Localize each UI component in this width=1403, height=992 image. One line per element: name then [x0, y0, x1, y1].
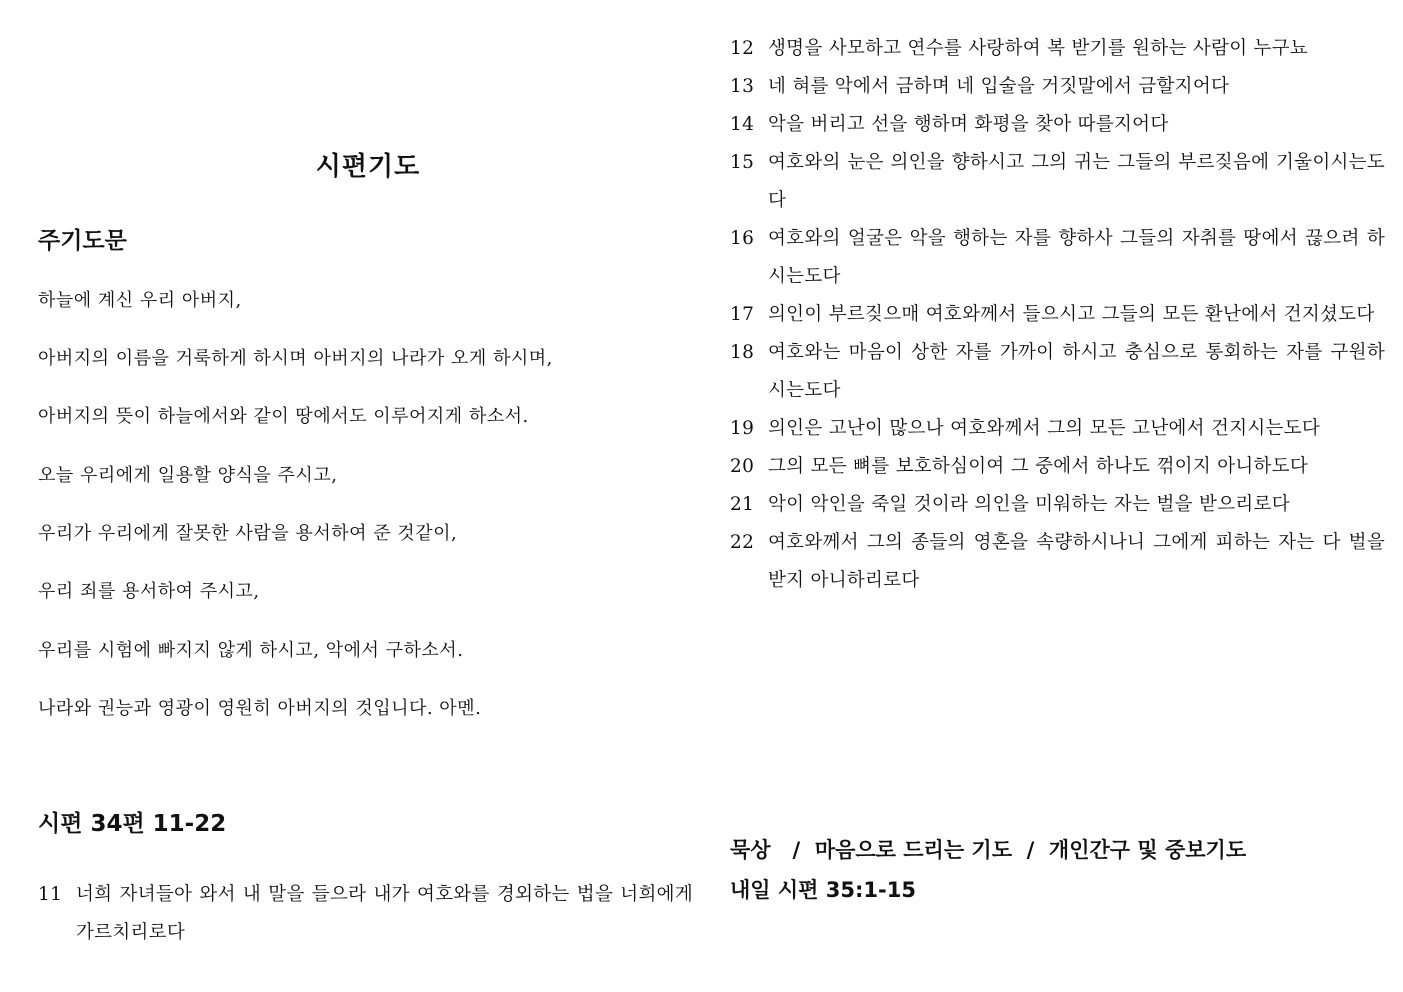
- verse-text: 여호와의 눈은 의인을 향하시고 그의 귀는 그들의 부르짖음에 기울이시는도다: [768, 152, 1385, 211]
- verse-number: 15: [730, 152, 755, 173]
- prayer-line-6: 우리 죄를 용서하여 주시고,: [38, 581, 260, 602]
- verse-18: [730, 334, 1385, 410]
- verse-12: [730, 30, 1385, 68]
- verse-number: 22: [730, 532, 755, 553]
- psalm-heading: 시편 34편 11-22: [38, 811, 227, 837]
- verse-text: 의인이 부르짖으매 여호와께서 들으시고 그들의 모든 환난에서 건지셨도다: [768, 304, 1375, 325]
- verse-text: 의인은 고난이 많으나 여호와께서 그의 모든 고난에서 건지시는도다: [768, 418, 1321, 439]
- verse-text: 악을 버리고 선을 행하며 화평을 찾아 따를지어다: [768, 114, 1169, 135]
- verse-list-right: [730, 30, 1385, 600]
- meditation-line: 묵상 / 마음으로 드리는 기도 / 개인간구 및 중보기도: [730, 838, 1247, 862]
- tomorrow-reading: 내일 시편 35:1-15: [730, 878, 916, 902]
- verse-11: [38, 876, 693, 952]
- verse-number: 20: [730, 456, 755, 477]
- verse-number: 13: [730, 76, 755, 97]
- verse-14: [730, 106, 1385, 144]
- verse-text: 여호와께서 그의 종들의 영혼을 속량하시나니 그에게 피하는 자는 다 벌을 받지 아니하리로다: [768, 532, 1385, 591]
- verse-number: 11: [38, 884, 63, 905]
- verse-17: [730, 296, 1385, 334]
- verse-text: 그의 모든 뼈를 보호하심이여 그 중에서 하나도 꺾이지 아니하도다: [768, 456, 1309, 477]
- verse-20: [730, 448, 1385, 486]
- verse-text: 여호와는 마음이 상한 자를 가까이 하시고 충심으로 통회하는 자를 구원하시는도다: [768, 342, 1385, 401]
- verse-number: 19: [730, 418, 755, 439]
- verse-15: [730, 144, 1385, 220]
- verse-number: 21: [730, 494, 755, 515]
- verse-number: 14: [730, 114, 755, 135]
- verse-number: 16: [730, 228, 755, 249]
- prayer-line-3: 아버지의 뜻이 하늘에서와 같이 땅에서도 이루어지게 하소서.: [38, 406, 529, 427]
- verse-text: 여호와의 얼굴은 악을 행하는 자를 향하사 그들의 자취를 땅에서 끊으려 하시는도다: [768, 228, 1385, 287]
- prayer-line-1: 하늘에 계신 우리 아버지,: [38, 290, 242, 311]
- verse-22: [730, 524, 1385, 600]
- prayer-line-4: 오늘 우리에게 일용할 양식을 주시고,: [38, 465, 338, 486]
- verse-19: [730, 410, 1385, 448]
- verse-list-left: [38, 876, 693, 952]
- page-title: 시편기도: [315, 152, 421, 182]
- verse-text: 생명을 사모하고 연수를 사랑하여 복 받기를 원하는 사람이 누구뇨: [768, 38, 1309, 59]
- left-column: [38, 0, 698, 992]
- lords-prayer-heading: 주기도문: [38, 228, 127, 254]
- verse-text: 악이 악인을 죽일 것이라 의인을 미워하는 자는 벌을 받으리로다: [768, 494, 1290, 515]
- verse-21: [730, 486, 1385, 524]
- prayer-line-2: 아버지의 이름을 거룩하게 하시며 아버지의 나라가 오게 하시며,: [38, 348, 553, 369]
- verse-number: 18: [730, 342, 755, 363]
- verse-number: 17: [730, 304, 755, 325]
- verse-13: [730, 68, 1385, 106]
- verse-text: 네 혀를 악에서 금하며 네 입술을 거짓말에서 금할지어다: [768, 76, 1230, 97]
- prayer-line-7: 우리를 시험에 빠지지 않게 하시고, 악에서 구하소서.: [38, 640, 464, 661]
- verse-text: 너희 자녀들아 와서 내 말을 들으라 내가 여호와를 경외하는 법을 너희에게 가르치리로다: [76, 884, 693, 943]
- right-column: [730, 0, 1385, 992]
- prayer-line-8: 나라와 권능과 영광이 영원히 아버지의 것입니다. 아멘.: [38, 698, 482, 719]
- verse-number: 12: [730, 38, 755, 59]
- prayer-line-5: 우리가 우리에게 잘못한 사람을 용서하여 준 것같이,: [38, 523, 458, 544]
- verse-16: [730, 220, 1385, 296]
